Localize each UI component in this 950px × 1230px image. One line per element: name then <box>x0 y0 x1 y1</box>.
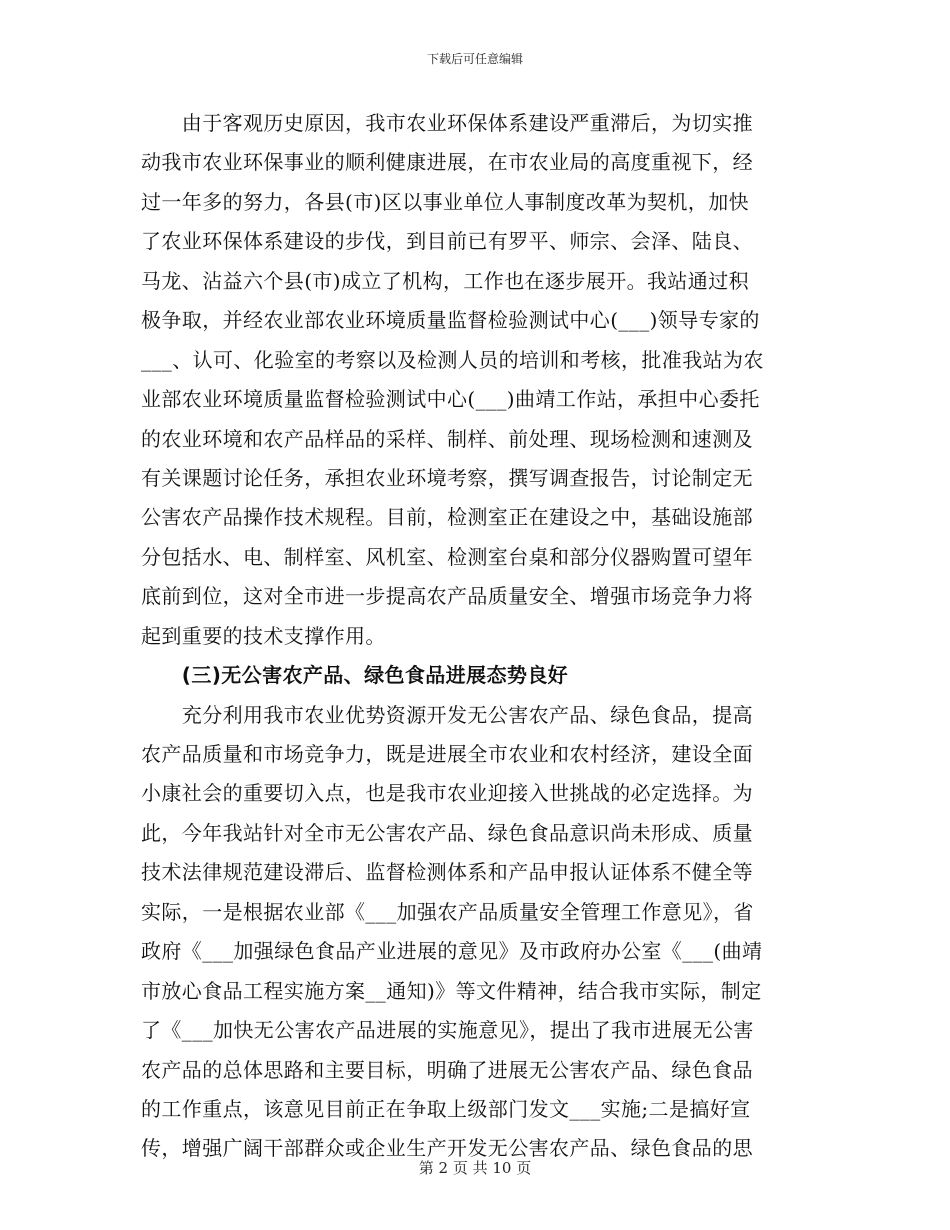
body-line: 了《___加快无公害农产品进展的实施意见》，提出了我市进展无公害 <box>141 1018 754 1043</box>
body-line: 了农业环保体系建设的步伐，到目前已有罗平、师宗、会泽、陆良、 <box>141 229 753 254</box>
section-heading: (三)无公害农产品、绿色食品进展态势良好 <box>141 663 569 688</box>
body-line: 有关课题讨论任务，承担农业环境考察，撰写调查报告，讨论制定无 <box>141 465 753 490</box>
body-line: 公害农产品操作技术规程。目前，检测室正在建设之中，基础设施部 <box>141 505 753 530</box>
body-line: 此，今年我站针对全市无公害农产品、绿色食品意识尚未形成、质量 <box>141 820 753 845</box>
body-line: 起到重要的技术支撑作用。 <box>141 623 386 648</box>
header-note: 下载后可任意编辑 <box>426 52 523 66</box>
document-body <box>141 104 813 1169</box>
body-line: 小康社会的重要切入点，也是我市农业迎接入世挑战的必定选择。为 <box>141 781 753 806</box>
body-line: 马龙、沾益六个县(市)成立了机构，工作也在逐步展开。我站通过积 <box>141 268 750 293</box>
body-line: 极争取，并经农业部农业环境质量监督检验测试中心(___)领导专家的 <box>141 308 760 333</box>
body-line: 底前到位，这对全市进一步提高农产品质量安全、增强市场竞争力将 <box>141 584 753 609</box>
body-line: 农产品的总体思路和主要目标，明确了进展无公害农产品、绿色食品 <box>141 1057 753 1082</box>
body-line: 充分利用我市农业优势资源开发无公害农产品、绿色食品，提高 <box>141 702 753 727</box>
body-line: 技术法律规范建设滞后、监督检测体系和产品申报认证体系不健全等 <box>141 860 753 885</box>
body-line: 业部农业环境质量监督检验测试中心(___)曲靖工作站，承担中心委托 <box>141 387 760 412</box>
body-line: 实际，一是根据农业部《___加强农产品质量安全管理工作意见》，省 <box>141 899 754 924</box>
body-line: 传，增强广阔干部群众或企业生产开发无公害农产品、绿色食品的思 <box>141 1136 753 1161</box>
body-line: 的农业环境和农产品样品的采样、制样、前处理、现场检测和速测及 <box>141 426 753 451</box>
body-line: 动我市农业环保事业的顺利健康进展，在市农业局的高度重视下，经 <box>141 150 753 175</box>
body-line: 由于客观历史原因，我市农业环保体系建设严重滞后，为切实推 <box>141 111 753 135</box>
body-line: 的工作重点，该意见目前正在争取上级部门发文___实施;二是搞好宣 <box>141 1096 751 1121</box>
body-line: 市放心食品工程实施方案__通知)》等文件精神，结合我市实际，制定 <box>141 978 762 1003</box>
body-line: 农产品质量和市场竞争力，既是进展全市农业和农村经济，建设全面 <box>141 742 753 766</box>
body-line: ___、认可、化验室的考察以及检测人员的培训和考核，批准我站为农 <box>141 347 764 372</box>
body-line: 分包括水、电、制样室、风机室、检测室台桌和部分仪器购置可望年 <box>141 544 753 569</box>
body-line: 政府《___加强绿色食品产业进展的意见》及市政府办公室《___(曲靖 <box>141 939 763 964</box>
page-number: 第 2 页 共 10 页 <box>418 1159 532 1177</box>
body-line: 过一年多的努力，各县(市)区以事业单位人事制度改革为契机，加快 <box>141 189 750 214</box>
